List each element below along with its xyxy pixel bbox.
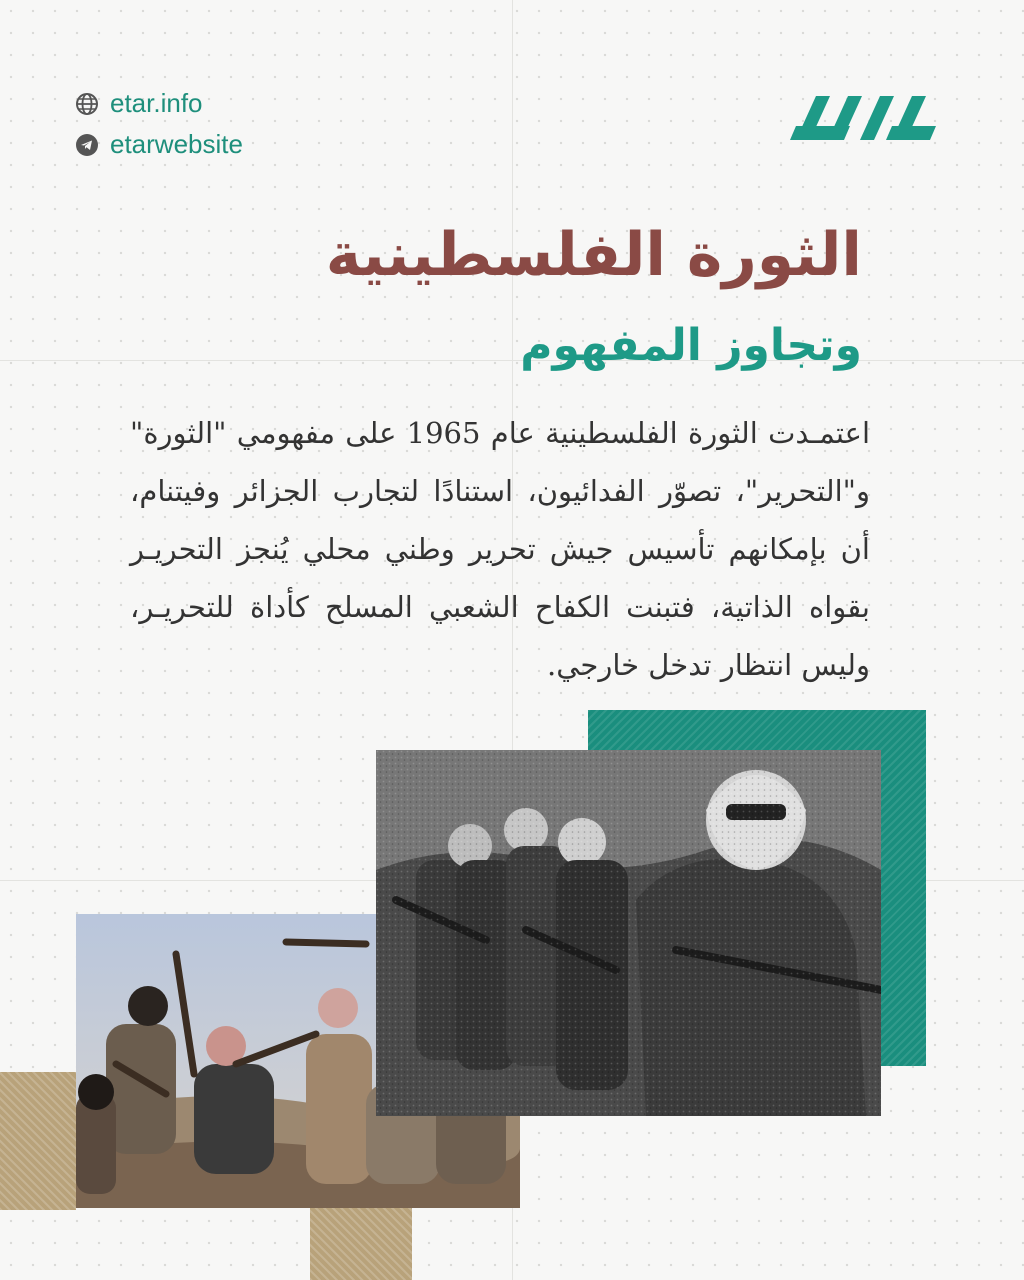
website-link[interactable] <box>74 88 203 119</box>
gold-decor-block <box>0 1072 76 1210</box>
telegram-icon <box>74 132 100 158</box>
telegram-link[interactable] <box>74 129 243 160</box>
website-text: etar.info <box>110 88 203 118</box>
etar-logo-icon <box>790 92 936 144</box>
body-paragraph: اعتمـدت الثورة الفلسطينية عام 1965 على مفهومي "الثورة" و"التحرير"، تصوّر الفدائيون، استنادًا لتجارب الجزائر وفيتنام، أن بإمكانهم تأسيس جيش تحرير وطني محلي يُنجز التحريـر بقواه الذاتية، فتبنت الكفاح الشعبي المسلح كأداة للتحريـر، وليس انتظار تدخل خارجي. <box>130 416 870 682</box>
page-subtitle: وتجاوز المفهوم <box>520 320 862 371</box>
page-title: الثورة الفلسطينية <box>325 220 862 290</box>
globe-icon <box>74 91 100 117</box>
fighters-bw-photo <box>376 750 881 1116</box>
telegram-text: etarwebsite <box>110 129 243 159</box>
